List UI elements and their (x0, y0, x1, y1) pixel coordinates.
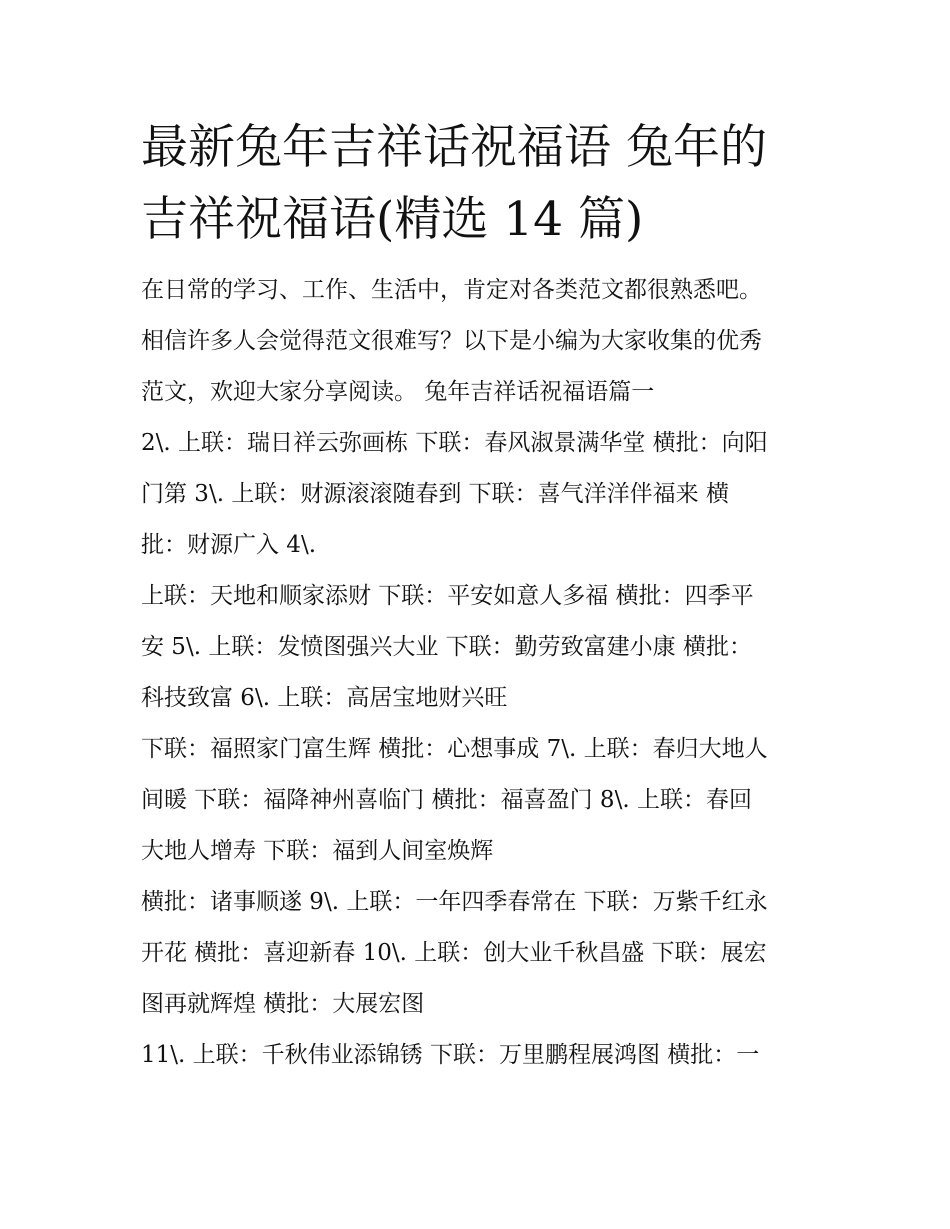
title-line-1: 最新兔年吉祥话祝福语 兔年的 (141, 120, 767, 175)
body-line: 门第 3\. 上联：财源滚滚随春到 下联：喜气洋洋伴福来 横 (141, 481, 729, 507)
body-line: 大地人增寿 下联：福到人间室焕辉 (141, 838, 494, 864)
body-line: 横批：诸事顺遂 9\. 上联：一年四季春常在 下联：万紫千红永 (141, 889, 768, 915)
body-line: 安 5\. 上联：发愤图强兴大业 下联：勤劳致富建小康 横批： (141, 634, 752, 660)
body-line: 2\. 上联：瑞日祥云弥画栋 下联：春风淑景满华堂 横批：向阳 (141, 430, 768, 456)
body-line: 下联：福照家门富生辉 横批：心想事成 7\. 上联：春归大地人 (141, 736, 768, 762)
body-line: 间暖 下联：福降神州喜临门 横批：福喜盈门 8\. 上联：春回 (141, 787, 752, 813)
body-line: 上联：天地和顺家添财 下联：平安如意人多福 横批：四季平 (141, 583, 754, 609)
body-line: 开花 横批：喜迎新春 10\. 上联：创大业千秋昌盛 下联：展宏 (141, 940, 767, 966)
body-line: 相信许多人会觉得范文很难写？以下是小编为大家收集的优秀 (141, 328, 762, 354)
body-line: 科技致富 6\. 上联：高居宝地财兴旺 (141, 685, 508, 711)
body-line: 批：财源广入 4\. (141, 532, 317, 558)
title-line-2: 吉祥祝福语(精选 14 篇) (141, 192, 644, 247)
document-body (141, 265, 821, 1081)
body-line: 图再就辉煌 横批：大展宏图 (141, 991, 425, 1017)
document-title (141, 112, 821, 256)
body-line: 范文，欢迎大家分享阅读。 兔年吉祥话祝福语篇一 (141, 379, 655, 405)
body-line: 11\. 上联：千秋伟业添锦锈 下联：万里鹏程展鸿图 横批：一 (141, 1042, 760, 1068)
body-line: 在日常的学习、工作、生活中，肯定对各类范文都很熟悉吧。 (141, 277, 762, 303)
